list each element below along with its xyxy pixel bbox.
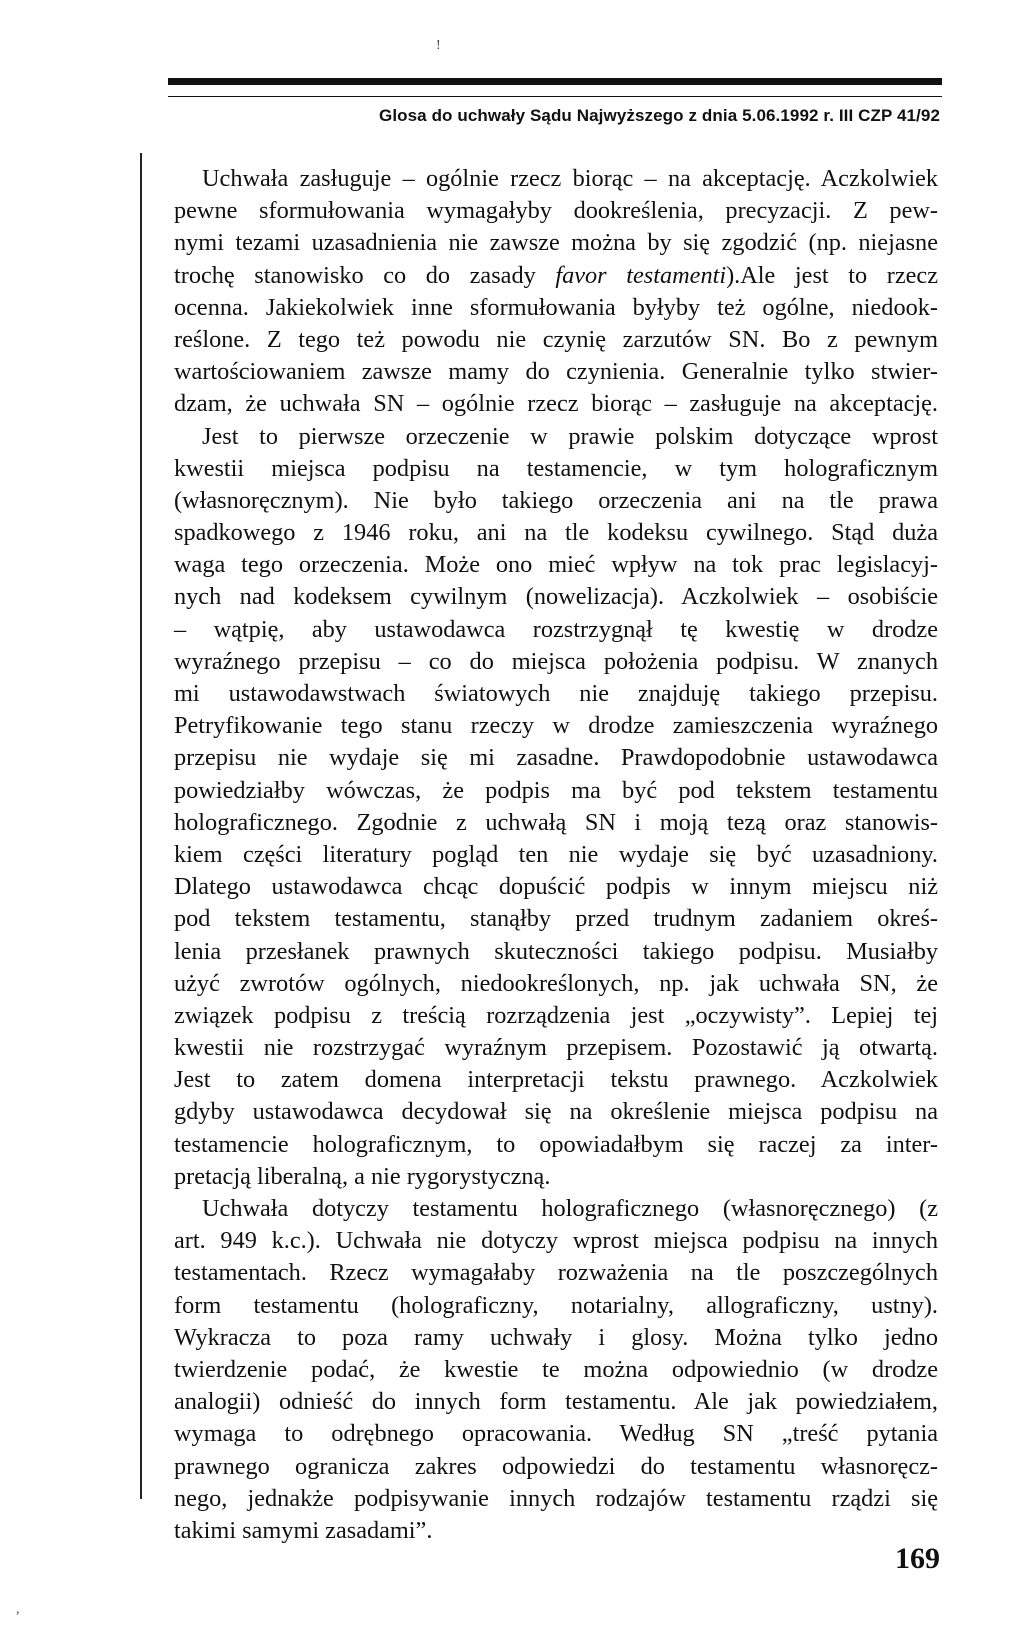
text-line: twierdzenie podać, że kwestie te można odpowiednio (w drodze <box>174 1355 938 1383</box>
text-line: Dlatego ustawodawca chcąc dopuścić podpis w innym miejscu niż <box>174 873 938 901</box>
text-line: lenia przesłanek prawnych skuteczności takiego podpisu. Musiałby <box>174 937 938 965</box>
page-number: 169 <box>895 1542 940 1575</box>
text-line: pretacją liberalną, a nie rygorystyczną. <box>174 1162 551 1190</box>
text-line: kiem części literatury pogląd ten nie wydaje się być uzasadniony. <box>174 840 938 868</box>
text-line: mi ustawodawstwach światowych nie znajduję takiego przepisu. <box>174 680 938 707</box>
stray-mark-top: ! <box>436 38 441 53</box>
text-line: Uchwała dotyczy testamentu holograficznego (własnoręcznego) (z <box>202 1195 938 1222</box>
text-line: kwestii miejsca podpisu na testamencie, w tym holograficznym <box>174 454 938 482</box>
text-line: wartościowaniem zawsze mamy do czynienia. Generalnie tylko stwier- <box>174 358 938 386</box>
header-rule-thin <box>168 96 942 97</box>
margin-bar <box>140 153 142 1499</box>
text-line: kwestii nie rozstrzygać wyraźnym przepisem. Pozostawić ją otwartą. <box>174 1034 938 1062</box>
text-line: przepisu nie wydaje się mi zasadne. Prawdopodobnie ustawodawca <box>174 744 938 772</box>
text-line: powiedziałby wówczas, że podpis ma być pod tekstem testamentu <box>174 776 938 804</box>
text-line: waga tego orzeczenia. Może ono mieć wpływ na tok prac legislacyj- <box>174 551 938 579</box>
body-text <box>174 163 938 1547</box>
text-line: takimi samymi zasadami”. <box>174 1516 433 1544</box>
text-line: wyraźnego przepisu – co do miejsca położenia podpisu. W znanych <box>174 647 938 675</box>
text-line: wymaga to odrębnego opracowania. Według SN „treść pytania <box>174 1420 938 1448</box>
header-rule-thick <box>168 78 942 85</box>
text-line: związek podpisu z treścią rozrządzenia jest „oczywisty”. Lepiej tej <box>174 1001 938 1029</box>
text-line: analogii) odnieść do innych form testamentu. Ale jak powiedziałem, <box>174 1388 938 1416</box>
stray-mark-bottom: , <box>16 1602 20 1617</box>
text-line: gdyby ustawodawca decydował się na określenie miejsca podpisu na <box>174 1098 938 1126</box>
text-line: form testamentu (holograficzny, notarialny, allograficzny, ustny). <box>174 1291 938 1319</box>
text-line: spadkowego z 1946 roku, ani na tle kodeksu cywilnego. Stąd duża <box>174 519 938 547</box>
text-line: testamentach. Rzecz wymagałaby rozważenia na tle poszczególnych <box>174 1259 938 1287</box>
running-head: Glosa do uchwały Sądu Najwyższego z dnia 5.06.1992 r. III CZP 41/92 <box>379 106 940 125</box>
text-line: art. 949 k.c.). Uchwała nie dotyczy wprost miejsca podpisu na innych <box>174 1227 938 1255</box>
text-line: Petryfikowanie tego stanu rzeczy w drodze zamieszczenia wyraźnego <box>174 712 938 740</box>
text-line: użyć zwrotów ogólnych, niedookreślonych, np. jak uchwała SN, że <box>174 969 938 997</box>
text-line: Wykracza to poza ramy uchwały i glosy. Można tylko jedno <box>174 1323 938 1351</box>
text-line: pewne sformułowania wymagałyby dookreślenia, precyzacji. Z pew- <box>174 197 938 225</box>
text-line: reślone. Z tego też powodu nie czynię zarzutów SN. Bo z pewnym <box>174 325 938 353</box>
text-line: (własnoręcznym). Nie było takiego orzeczenia ani na tle prawa <box>174 486 938 514</box>
text-line: pod tekstem testamentu, stanąłby przed trudnym zadaniem okreś- <box>174 905 938 933</box>
text-line-segment: ).Ale jest to rzecz <box>726 261 938 289</box>
text-line: nych nad kodeksem cywilnym (nowelizacja). Aczkolwiek – osobiście <box>174 583 938 611</box>
latin-term: favor testamenti <box>555 261 727 289</box>
text-line: testamencie holograficznym, to opowiadałbym się raczej za inter- <box>174 1130 938 1158</box>
text-line-segment: trochę stanowisko co do zasady <box>174 261 556 289</box>
text-line: holograficznego. Zgodnie z uchwałą SN i moją tezą oraz stanowis- <box>174 808 938 836</box>
text-line: Jest to pierwsze orzeczenie w prawie polskim dotyczące wprost <box>202 422 938 450</box>
text-line: dzam, że uchwała SN – ogólnie rzecz biorąc – zasługuje na akceptację. <box>174 390 938 418</box>
text-line <box>174 260 938 292</box>
text-line: ocenna. Jakiekolwiek inne sformułowania byłyby też ogólne, niedook- <box>174 293 938 321</box>
text-line: prawnego ogranicza zakres odpowiedzi do testamentu własnoręcz- <box>174 1452 938 1480</box>
text-line: nego, jednakże podpisywanie innych rodzajów testamentu rządzi się <box>174 1484 938 1512</box>
text-line: nymi tezami uzasadnienia nie zawsze można by się zgodzić (np. niejasne <box>174 229 938 257</box>
text-line: Uchwała zasługuje – ogólnie rzecz biorąc – na akceptację. Aczkolwiek <box>202 165 938 192</box>
text-line: Jest to zatem domena interpretacji tekstu prawnego. Aczkolwiek <box>174 1066 938 1094</box>
text-line: – wątpię, aby ustawodawca rozstrzygnął tę kwestię w drodze <box>174 615 938 643</box>
